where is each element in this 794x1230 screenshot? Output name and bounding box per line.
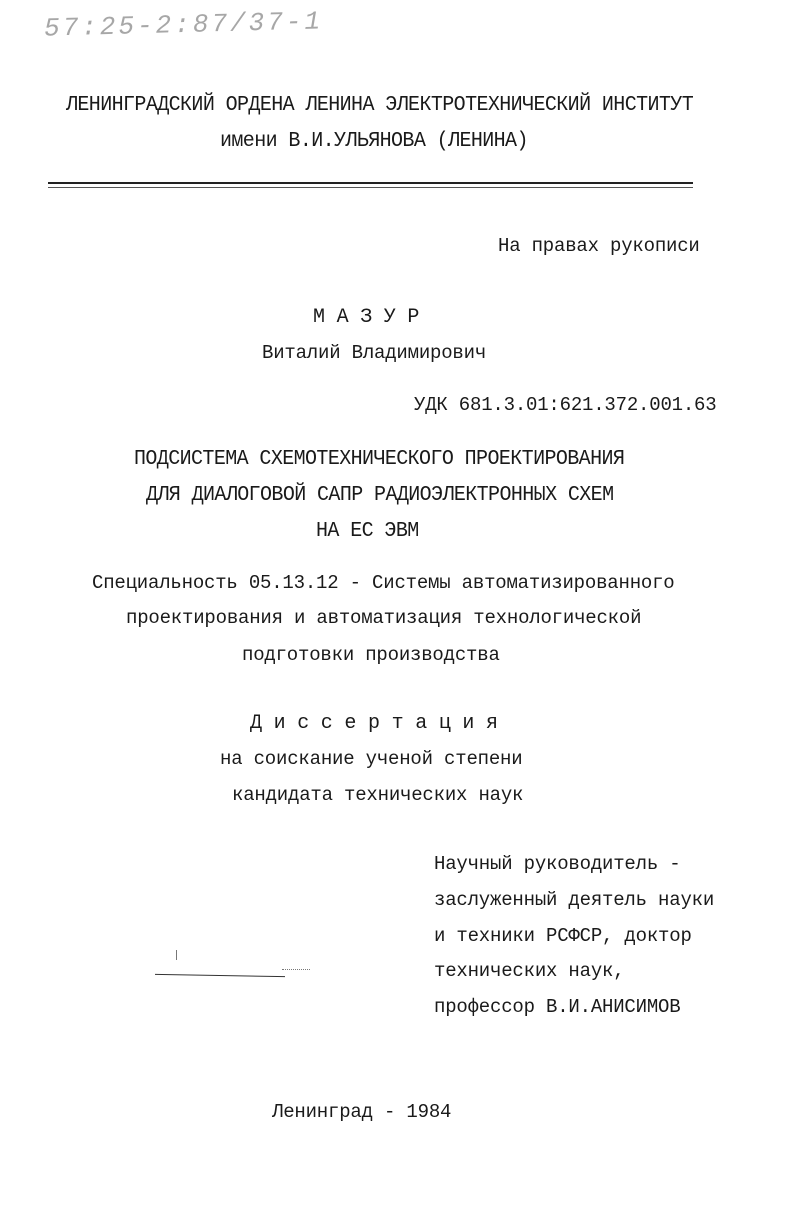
udc-code: УДК 681.3.01:621.372.001.63 (414, 394, 717, 416)
header-rule-secondary (48, 187, 693, 188)
supervisor-line-5: профессор В.И.АНИСИМОВ (434, 996, 681, 1018)
supervisor-line-1: Научный руководитель - (434, 853, 681, 875)
title-line-1: ПОДСИСТЕМА СХЕМОТЕХНИЧЕСКОГО ПРОЕКТИРОВАНИЯ (134, 446, 625, 472)
dissertation-line-2: кандидата технических наук (232, 784, 524, 806)
specialty-line-2: проектирования и автоматизация технологической (126, 607, 642, 629)
supervisor-line-2: заслуженный деятель науки (434, 889, 715, 911)
dissertation-line-1: на соискание ученой степени (220, 748, 523, 770)
supervisor-line-4: технических наук, (434, 960, 625, 982)
place-and-year: Ленинград - 1984 (272, 1101, 452, 1123)
specialty-line-3: подготовки производства (242, 644, 500, 666)
institute-name: ЛЕНИНГРАДСКИЙ ОРДЕНА ЛЕНИНА ЭЛЕКТРОТЕХНИЧЕСКИЙ ИНСТИТУТ (66, 92, 694, 118)
institute-named-after: имени В.И.УЛЬЯНОВА (ЛЕНИНА) (220, 128, 528, 154)
author-given-names: Виталий Владимирович (262, 342, 487, 364)
signature-tick (176, 950, 177, 960)
specialty-line-1: Специальность 05.13.12 - Системы автоматизированного (92, 572, 675, 594)
supervisor-line-3: и техники РСФСР, доктор (434, 925, 692, 947)
author-surname: М А З У Р (313, 306, 420, 329)
signature-line-tail (282, 969, 310, 971)
title-line-2: ДЛЯ ДИАЛОГОВОЙ САПР РАДИОЭЛЕКТРОННЫХ СХЕМ (146, 482, 614, 508)
title-line-3: НА ЕС ЭВМ (316, 518, 419, 544)
signature-line (155, 974, 285, 977)
header-rule (48, 182, 693, 184)
dissertation-heading: Д и с с е р т а ц и я (250, 712, 498, 735)
archive-stamp: 57:25-2:87/37-1 (43, 6, 324, 44)
manuscript-note: На правах рукописи (498, 235, 700, 257)
